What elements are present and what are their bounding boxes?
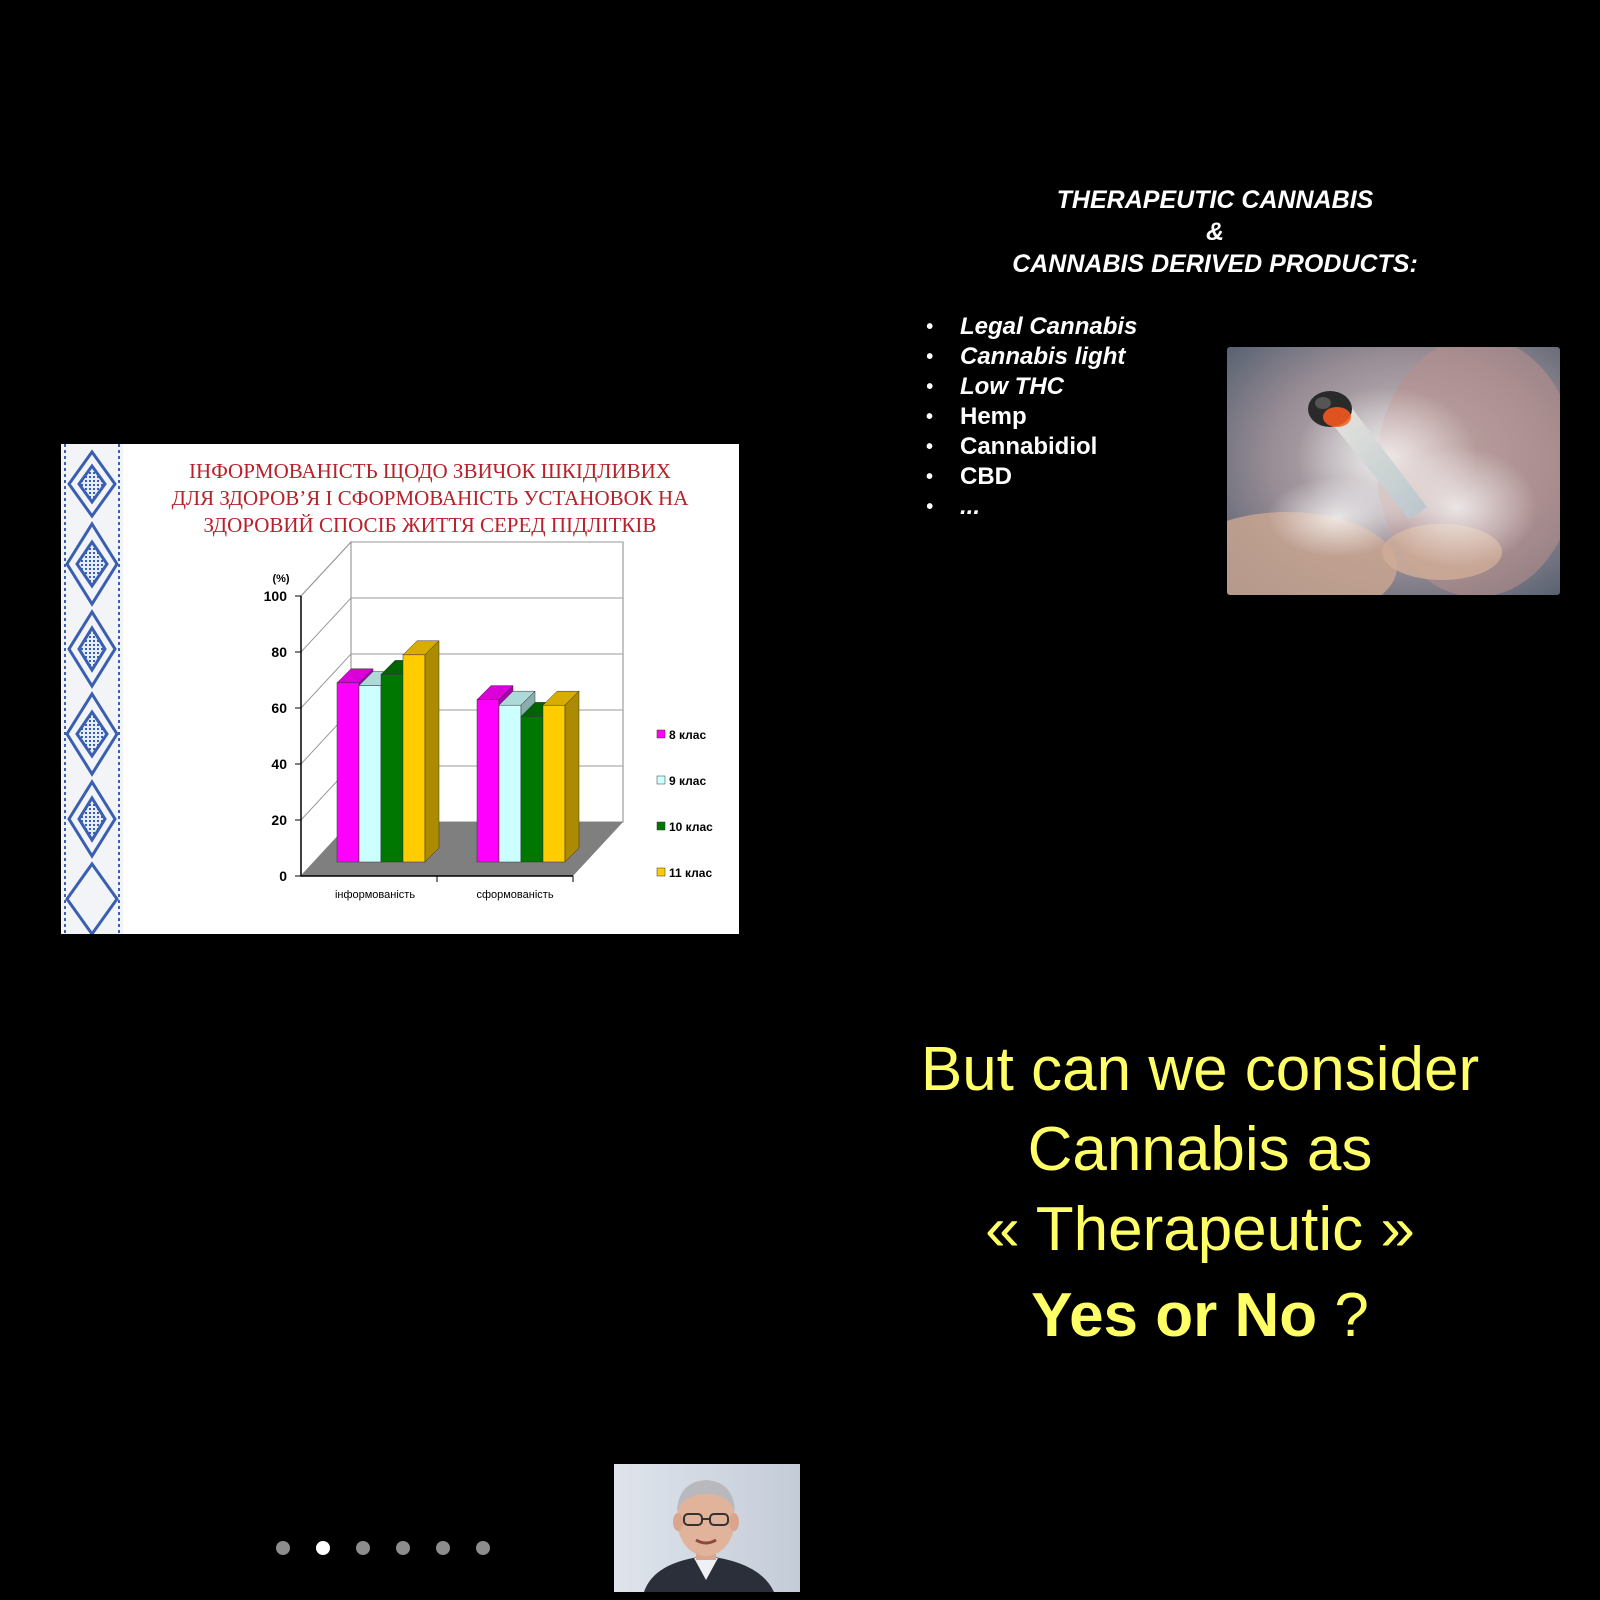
legend-swatch — [657, 776, 665, 784]
slide-pager — [276, 1539, 490, 1557]
pager-dot-4[interactable] — [396, 1541, 410, 1555]
y-tick-label: 40 — [271, 756, 287, 772]
legend-swatch — [657, 822, 665, 830]
legend-swatch — [657, 868, 665, 876]
x-tick-label: інформованість — [334, 889, 416, 901]
chart-title-line: ІНФОРМОВАНІСТЬ ЩОДО ЗВИЧОК ШКІДЛИВИХ — [189, 459, 671, 483]
question-mark: ? — [1334, 1281, 1369, 1350]
pager-dot-3[interactable] — [356, 1541, 370, 1555]
product-list — [926, 312, 1137, 522]
legend-label: 9 клас — [669, 774, 707, 788]
pager-dot-1[interactable] — [276, 1541, 290, 1555]
cannabis-title-line: CANNABIS DERIVED PRODUCTS: — [1012, 250, 1418, 278]
bar — [403, 655, 425, 862]
bar-chart — [123, 444, 739, 934]
list-item: • Low THC — [926, 372, 1137, 402]
legend-label: 10 клас — [669, 820, 713, 834]
bar — [337, 683, 359, 862]
pager-dot-2[interactable] — [316, 1541, 330, 1555]
bar — [521, 716, 543, 862]
cannabis-title-line: THERAPEUTIC CANNABIS — [1056, 186, 1374, 214]
chart-title-line: ЗДОРОВИЙ СПОСІБ ЖИТТЯ СЕРЕД ПІДЛІТКІВ — [203, 513, 657, 537]
y-tick-label: 80 — [271, 644, 287, 660]
bar — [499, 705, 521, 862]
y-tick-label: 20 — [271, 812, 287, 828]
list-item: • Cannabidiol — [926, 432, 1137, 462]
legend-label: 11 клас — [669, 866, 713, 880]
list-item: • Legal Cannabis — [926, 312, 1137, 342]
x-tick-label: сформованість — [476, 889, 554, 901]
legend-label: 8 клас — [669, 728, 707, 742]
smoking-joint-photo-icon — [1227, 347, 1560, 595]
question-line: But can we consider — [920, 1035, 1480, 1104]
question-line: Cannabis as — [1027, 1115, 1373, 1184]
question-slide — [860, 1030, 1540, 1356]
bar-side — [565, 691, 579, 862]
y-tick-label: 60 — [271, 700, 287, 716]
cannabis-slide-title — [960, 184, 1470, 280]
bar — [359, 686, 381, 862]
pager-dot-6[interactable] — [476, 1541, 490, 1555]
presenter-video-icon[interactable] — [614, 1464, 800, 1592]
pager-dot-5[interactable] — [436, 1541, 450, 1555]
cannabis-title-line: & — [1205, 218, 1225, 246]
y-axis-label: (%) — [272, 573, 290, 585]
list-item: • Hemp — [926, 402, 1137, 432]
bar — [543, 705, 565, 862]
y-tick-label: 100 — [263, 588, 287, 604]
list-item: • ... — [926, 492, 1137, 522]
question-line: « Therapeutic » — [985, 1195, 1415, 1264]
embroidery-ornament-icon — [61, 444, 123, 934]
list-item: • CBD — [926, 462, 1137, 492]
chart-title-line: ДЛЯ ЗДОРОВ’Я І СФОРМОВАНІСТЬ УСТАНОВОК НА — [171, 486, 689, 510]
bar — [381, 674, 403, 862]
list-item: • Cannabis light — [926, 342, 1137, 372]
legend-swatch — [657, 730, 665, 738]
chart-slide — [61, 444, 739, 934]
bar — [477, 700, 499, 862]
yes-or-no-text: Yes or No — [1031, 1281, 1318, 1350]
y-tick-label: 0 — [279, 868, 287, 884]
bar-side — [425, 641, 439, 862]
question-answer-line — [860, 1276, 1540, 1356]
